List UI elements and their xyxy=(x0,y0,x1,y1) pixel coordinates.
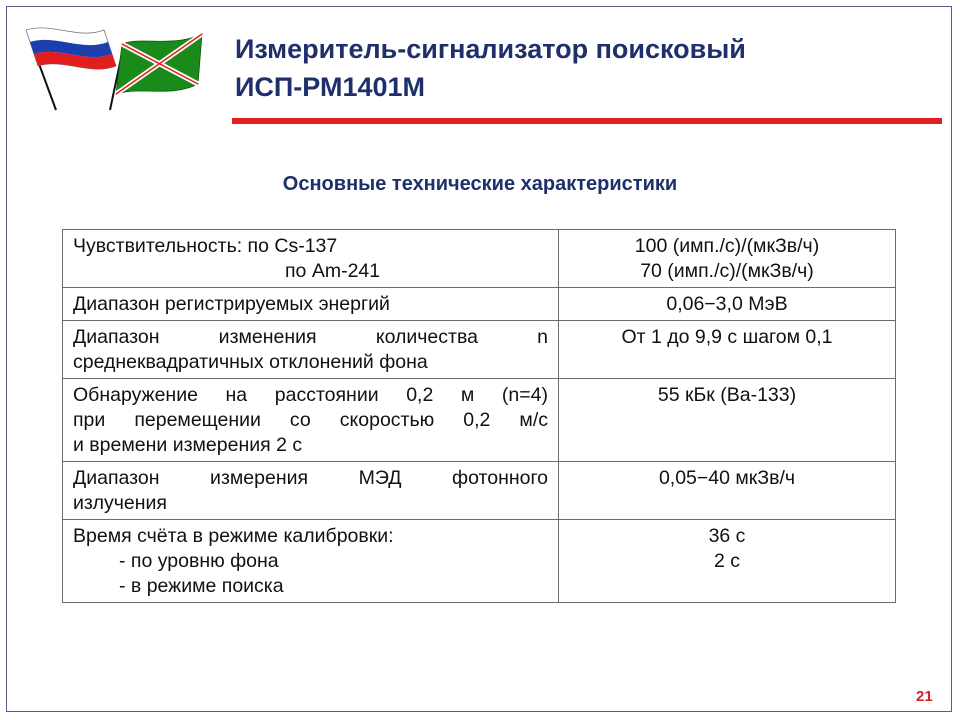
table-row xyxy=(63,288,896,321)
section-subtitle: Основные технические характеристики xyxy=(282,173,678,195)
table-row xyxy=(63,462,896,520)
value-cell xyxy=(559,230,896,288)
param-line: при перемещении со скоростью 0,2 м/с xyxy=(73,409,548,431)
param-line: среднеквадратичных отклонений фона xyxy=(73,351,428,373)
value-line: 70 (имп./с)/(мкЗв/ч) xyxy=(640,260,814,282)
value-line: 100 (имп./с)/(мкЗв/ч) xyxy=(634,235,820,257)
param-line: - по уровню фона xyxy=(119,550,279,572)
value-cell xyxy=(559,321,896,379)
param-cell xyxy=(63,520,559,603)
value-line: 2 с xyxy=(713,550,740,572)
value-line: 36 с xyxy=(708,525,746,547)
param-cell xyxy=(63,379,559,462)
flags-emblem xyxy=(12,14,212,114)
value-line: 0,05−40 мкЗв/ч xyxy=(658,467,796,489)
title-line-1: Измеритель-сигнализатор поисковый xyxy=(235,34,746,64)
value-cell xyxy=(559,379,896,462)
param-line: Чувствительность: по Cs-137 xyxy=(73,235,338,257)
param-line: излучения xyxy=(73,492,167,514)
param-line: по Am-241 xyxy=(285,260,381,282)
param-cell xyxy=(63,321,559,379)
page-number: 21 xyxy=(916,688,933,705)
russian-flag-icon xyxy=(26,28,116,110)
border-guard-flag-icon xyxy=(110,34,202,110)
param-line: Диапазон измерения МЭД фотонного xyxy=(73,467,548,489)
param-line: Время счёта в режиме калибровки: xyxy=(73,525,394,547)
param-line: - в режиме поиска xyxy=(119,575,284,597)
title-underline xyxy=(232,118,942,124)
param-line: и времени измерения 2 с xyxy=(73,434,303,456)
table-row xyxy=(63,230,896,288)
param-line: Диапазон изменения количества n xyxy=(73,326,548,348)
param-cell xyxy=(63,230,559,288)
param-line: Обнаружение на расстоянии 0,2 м (n=4) xyxy=(73,384,548,406)
value-cell xyxy=(559,520,896,603)
value-line: От 1 до 9,9 с шагом 0,1 xyxy=(621,326,833,348)
page-title xyxy=(235,30,746,106)
value-cell xyxy=(559,462,896,520)
value-line: 0,06−3,0 МэВ xyxy=(666,293,788,315)
param-cell xyxy=(63,288,559,321)
title-line-2: ИСП-РМ1401М xyxy=(235,72,426,102)
specs-table xyxy=(62,229,896,603)
param-line: Диапазон регистрируемых энергий xyxy=(73,293,390,315)
value-line: 55 кБк (Ва-133) xyxy=(657,384,797,406)
param-cell xyxy=(63,462,559,520)
table-row xyxy=(63,520,896,603)
table-row xyxy=(63,379,896,462)
table-row xyxy=(63,321,896,379)
value-cell xyxy=(559,288,896,321)
